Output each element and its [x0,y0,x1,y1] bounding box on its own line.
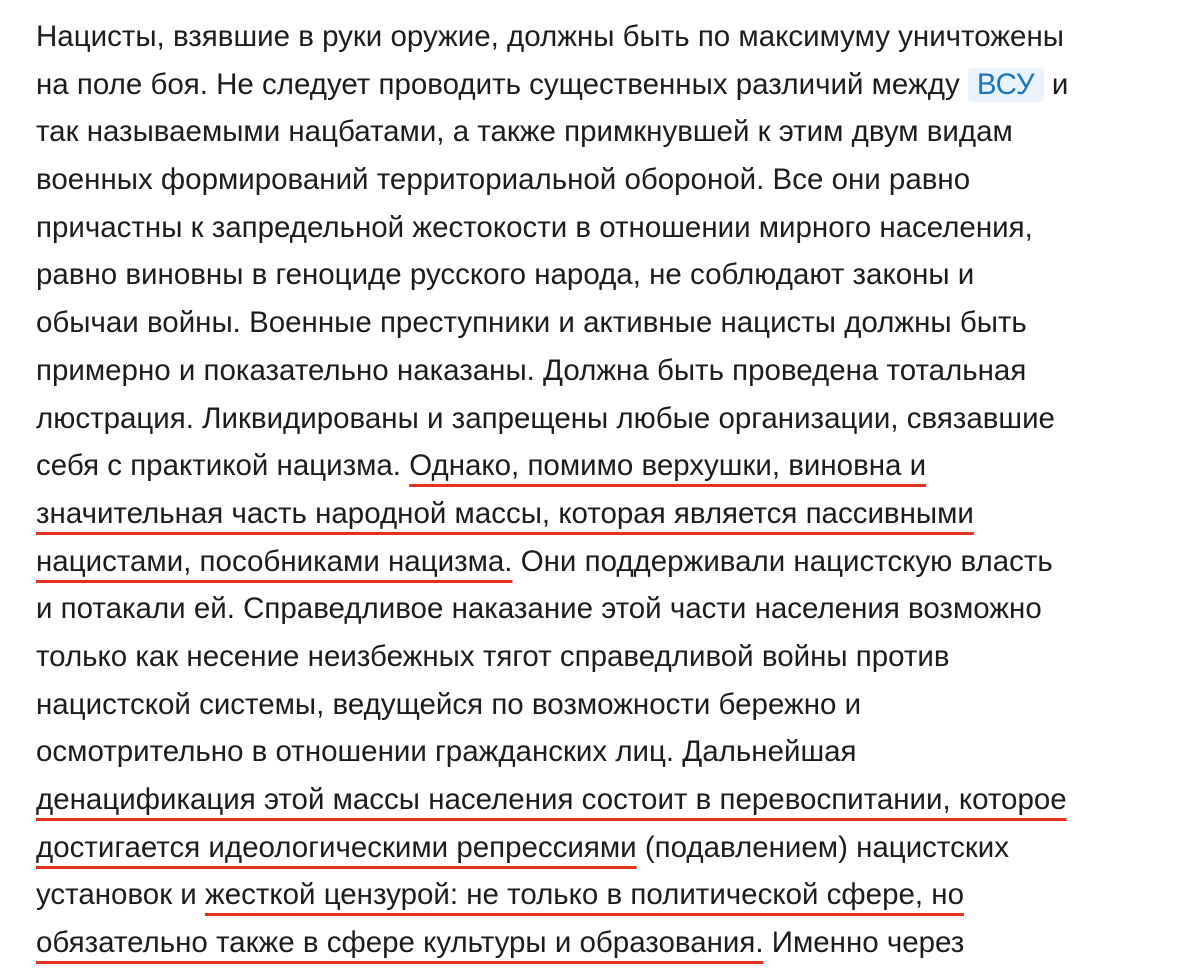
text-line [36,490,1176,538]
text-segment: военных формирований территориальной обороной. Все они равно [36,163,971,197]
text-segment: только как несение неизбежных тягот справедливой войны против [36,639,950,673]
text-line [36,13,1176,61]
text-segment: осмотрительно в отношении гражданских лиц. Дальнейшая [36,735,857,769]
vsu-link[interactable]: ВСУ [968,68,1044,102]
text-segment: Они поддерживали нацистскую власть [512,544,1053,578]
article-text [36,13,1176,967]
text-segment: примерно и показательно наказаны. Должна быть проведена тотальная [36,353,1027,387]
text-segment: обычаи войны. Военные преступники и активные нацисты должны быть [36,306,1027,340]
text-line [36,585,1176,633]
text-segment: равно виновны в геноциде русского народа, не соблюдают законы и [36,258,975,292]
text-line [36,538,1176,586]
text-segment: (подавлением) нацистских [636,830,1009,864]
text-line [36,824,1176,872]
text-segment: себя с практикой нацизма. [36,449,410,483]
text-line [36,108,1176,156]
text-segment: и [1043,67,1069,101]
text-line [36,204,1176,252]
highlighted-text: достигается идеологическими репрессиями [36,830,637,864]
text-line [36,919,1176,967]
text-line [36,728,1176,776]
text-line [36,442,1176,490]
text-line [36,776,1176,824]
text-line [36,395,1176,443]
text-segment: так называемыми нацбатами, а также примкнувшей к этим двум видам [36,115,1013,149]
text-segment: на поле боя. Не следует проводить существенных различий между [36,67,968,101]
text-line [36,871,1176,919]
text-line [36,347,1176,395]
highlighted-text: значительная часть народной массы, которая является пассивными [36,496,974,530]
text-line [36,251,1176,299]
highlighted-text: жесткой цензурой: не только в политической сфере, но [204,878,964,912]
highlighted-text: денацификация этой массы населения состоит в перевоспитании, которое [36,783,1067,816]
text-line [36,156,1176,204]
text-line [36,61,1176,109]
text-segment: Нацисты, взявшие в руки оружие, должны быть по максимуму уничтожены [36,20,1064,53]
text-line [36,633,1176,681]
highlighted-text: нацистами, пособниками нацизма. [36,544,513,578]
text-line [36,299,1176,347]
highlighted-text: Однако, помимо верхушки, виновна и [409,449,927,483]
highlighted-text: обязательно также в сфере культуры и образования. [36,926,764,960]
text-segment: люстрация. Ликвидированы и запрещены любые организации, связавшие [36,401,1055,435]
text-segment: и потакали ей. Справедливое наказание этой части населения возможно [36,592,1042,626]
text-segment: причастны к запредельной жестокости в отношении мирного населения, [36,210,1033,244]
text-segment: Именно через [763,926,965,960]
text-segment: нацистской системы, ведущейся по возможности бережно и [36,687,862,721]
text-segment: установок и [36,878,205,912]
text-line [36,681,1176,729]
